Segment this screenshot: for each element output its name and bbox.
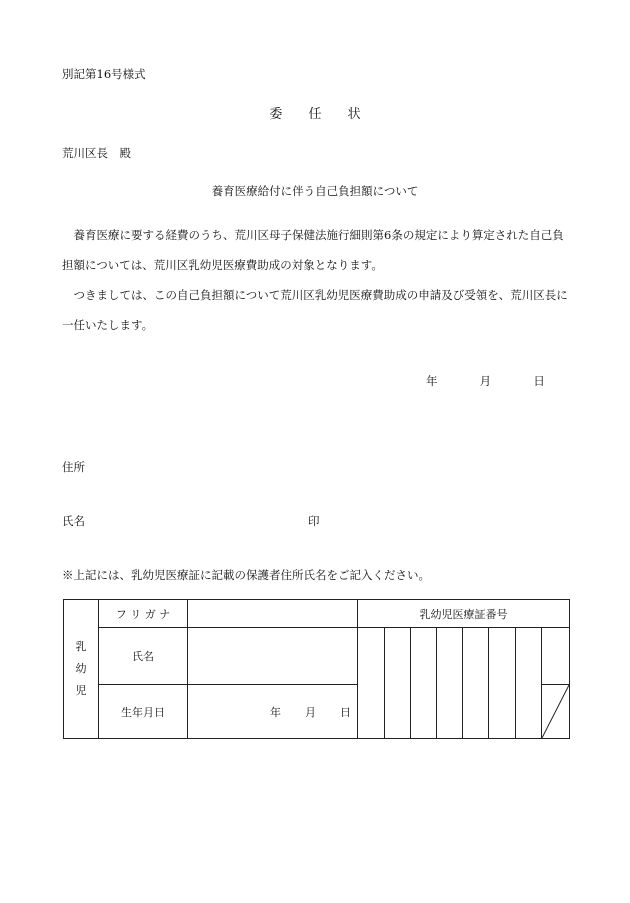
paragraph-1: 養育医療に要する経費のうち、荒川区母子保健法施行細則第6条の規定により算定された自己負担額については、荒川区乳幼児医療費助成の対象となります。 — [62, 228, 564, 272]
cert-digit-2[interactable] — [385, 628, 411, 739]
date-year: 年 — [426, 374, 438, 388]
cert-digit-1[interactable] — [358, 628, 385, 739]
address-label: 住所 — [62, 460, 85, 474]
infant-name-field[interactable] — [188, 628, 358, 685]
paragraph-2: つきましては、この自己負担額について荒川区乳幼児医療費助成の申請及び受領を、荒川区長に一任いたします。 — [62, 288, 568, 332]
subject: 養育医療給付に伴う自己負担額について — [211, 184, 419, 198]
title-char-3: 状 — [347, 107, 361, 122]
title-char-1: 委 — [269, 107, 283, 122]
title-char-2: 任 — [308, 107, 322, 122]
birthdate-label: 生年月日 — [99, 685, 188, 739]
infant-side-label: 乳 幼 児 — [64, 600, 99, 739]
birth-day: 日 — [340, 705, 351, 719]
addressee: 荒川区長 殿 — [62, 146, 131, 160]
furigana-label: フ リ ガ ナ — [99, 600, 188, 628]
infant-info-table — [63, 599, 570, 739]
cert-digit-4[interactable] — [437, 628, 463, 739]
cert-digit-5[interactable] — [463, 628, 489, 739]
cert-digit-8-diagonal — [542, 685, 570, 739]
birthdate-field[interactable] — [188, 685, 358, 739]
cert-digit-6[interactable] — [489, 628, 516, 739]
cert-digit-7[interactable] — [516, 628, 542, 739]
note: ※上記には、乳幼児医療証に記載の保護者住所氏名をご記入ください。 — [62, 568, 430, 582]
cert-digit-3[interactable] — [411, 628, 437, 739]
cert-digit-8[interactable] — [542, 628, 570, 685]
name-label: 氏名 — [62, 514, 85, 528]
diagonal-slash-icon — [542, 685, 569, 738]
body-text — [62, 220, 572, 340]
seal-label: 印 — [308, 514, 320, 528]
birth-year: 年 — [270, 705, 281, 719]
date-line — [426, 373, 583, 389]
birth-month: 月 — [305, 705, 316, 719]
cert-number-header: 乳幼児医療証番号 — [358, 600, 570, 628]
date-month: 月 — [479, 374, 492, 388]
form-number: 別記第16号様式 — [62, 67, 146, 81]
infant-name-label: 氏名 — [99, 628, 188, 685]
document-title — [0, 103, 630, 122]
furigana-field[interactable] — [188, 600, 358, 628]
date-day: 日 — [533, 374, 545, 388]
